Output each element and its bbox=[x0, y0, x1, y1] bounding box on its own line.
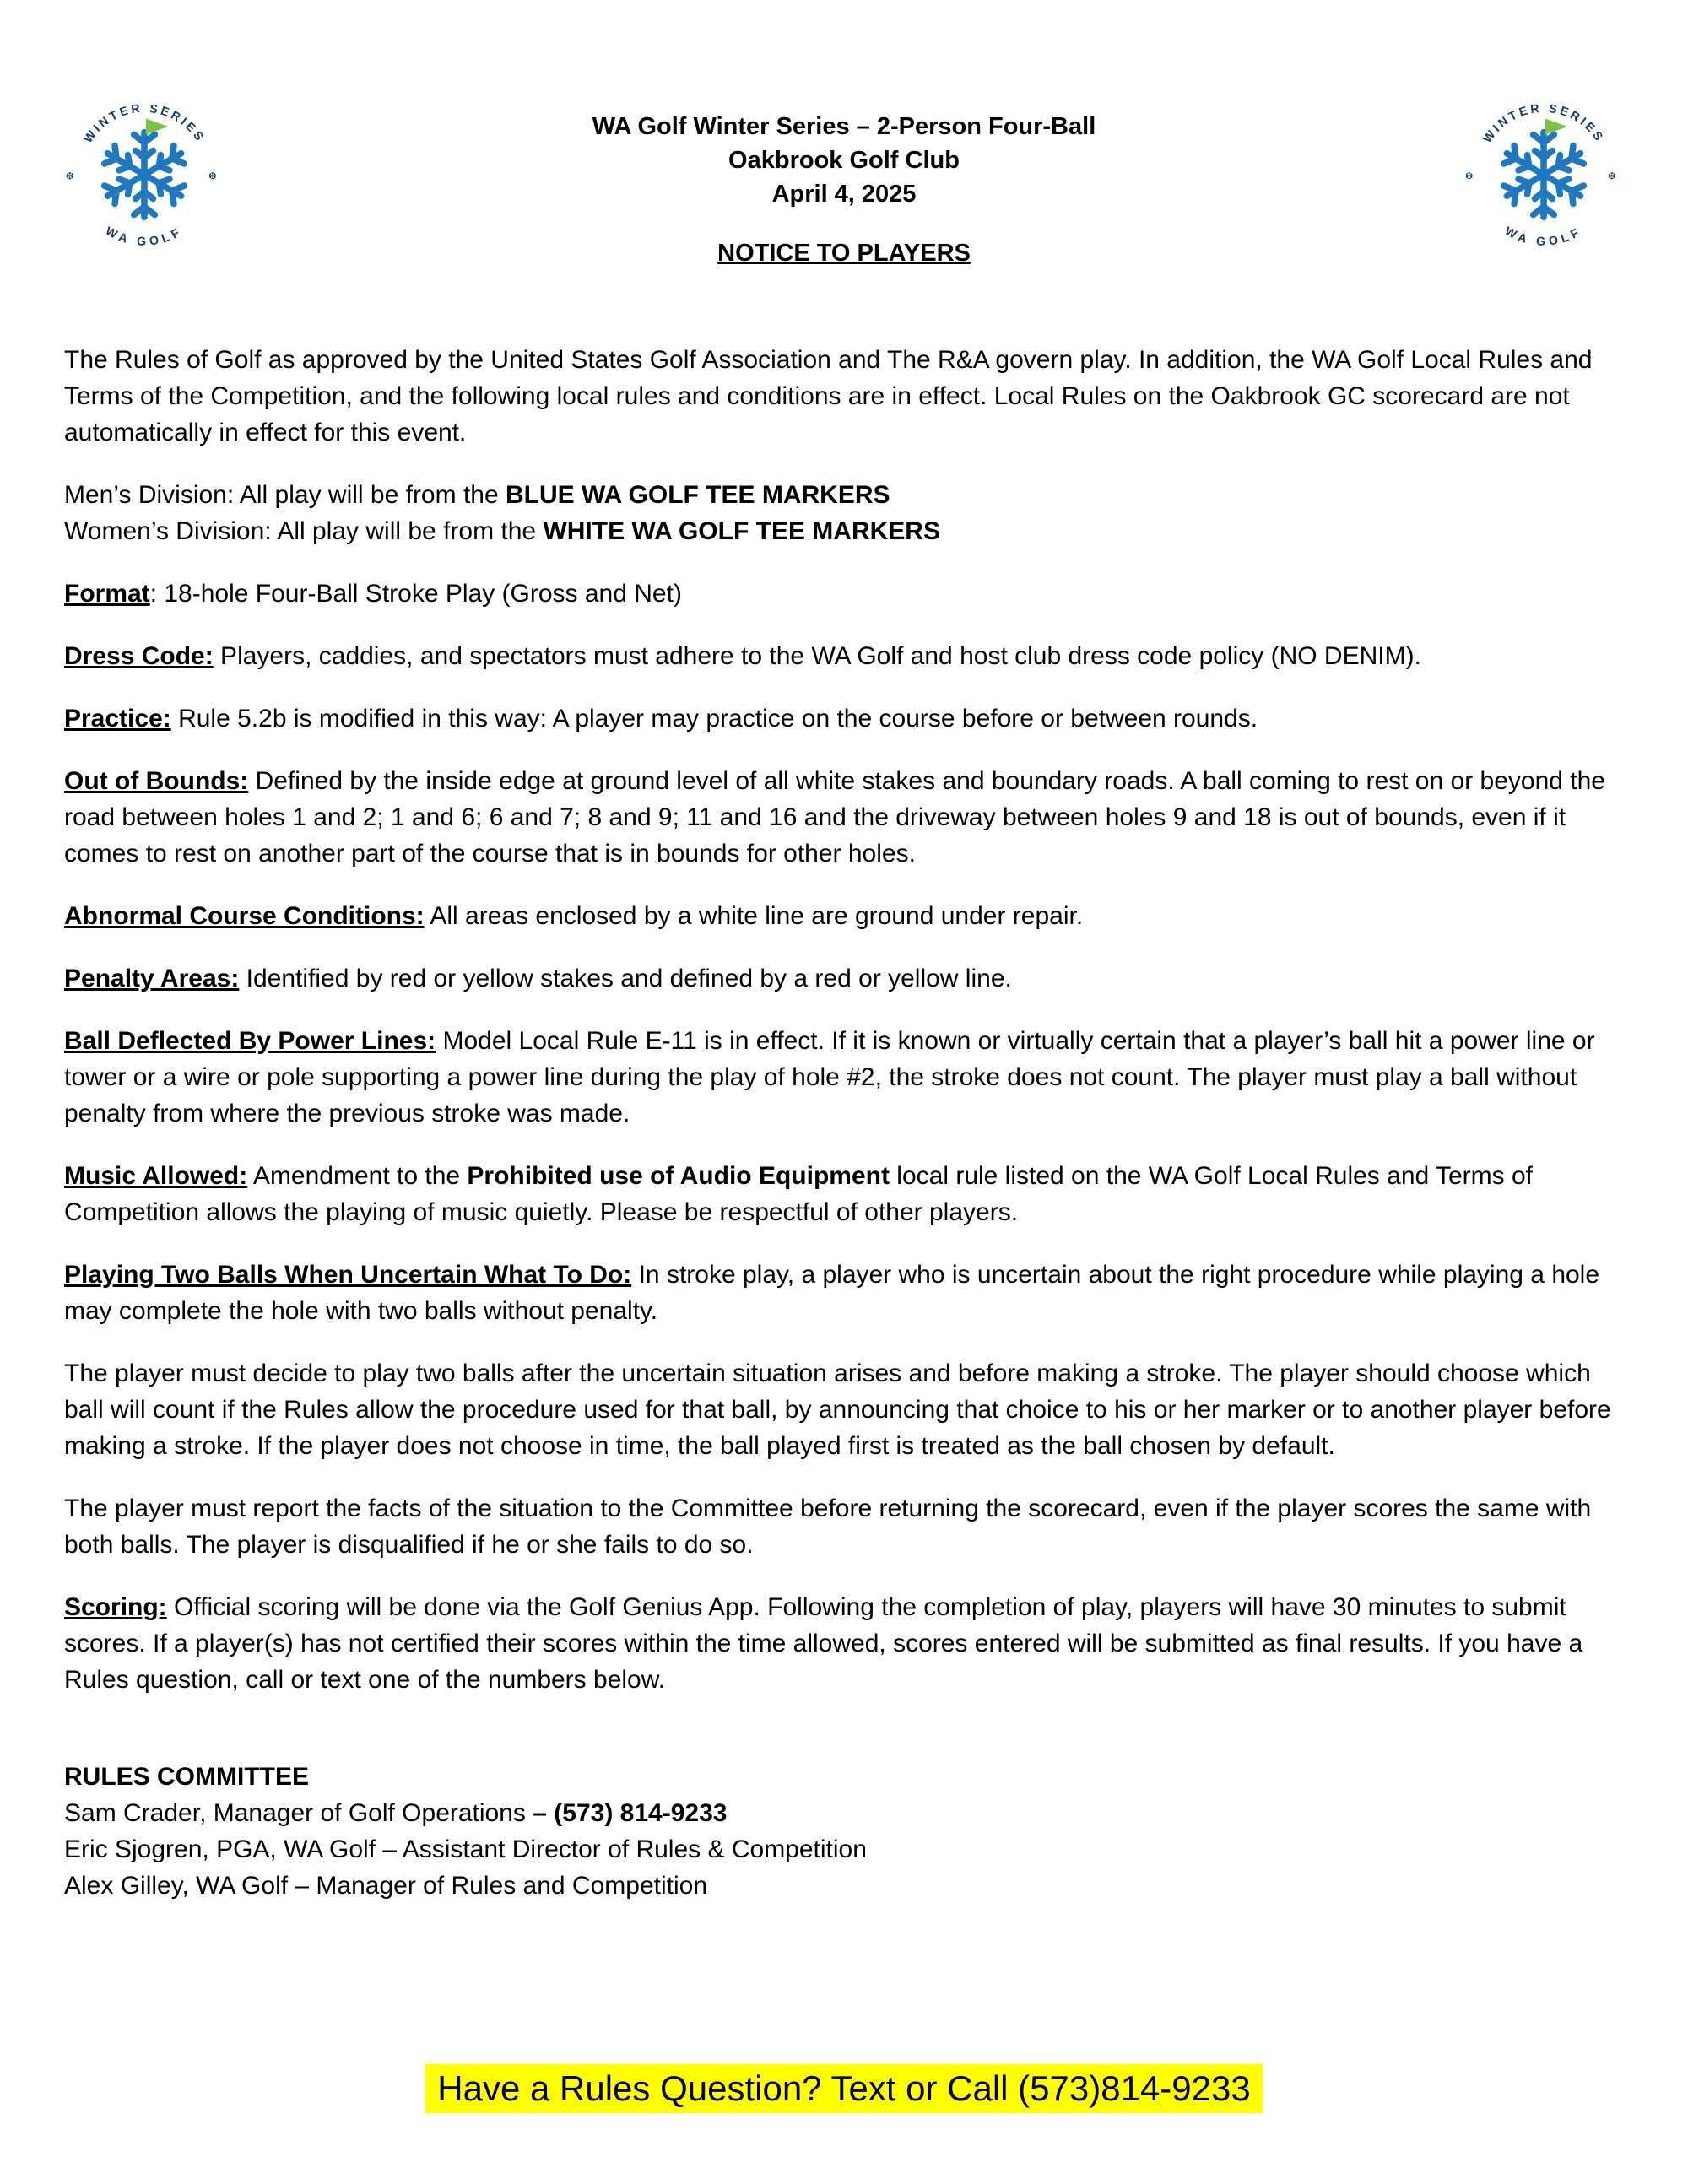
winter-series-logo-left bbox=[64, 95, 225, 255]
mens-tee-markers: BLUE WA GOLF TEE MARKERS bbox=[505, 481, 890, 509]
out-of-bounds-text: Defined by the inside edge at ground level of all white stakes and boundary roads. A ball coming to rest on or beyond the road between holes 1 and 2; 1 and 6; 6 and 7; 8 and 9; 11 and 16 and the driveway between holes 9 and 18 is out of bounds, even if it comes to rest on another part of the course that is in bounds for other holes. bbox=[64, 767, 1605, 868]
two-balls-text: In stroke play, a player who is uncertain about the right procedure while playing a hole may complete the hole with two balls without penalty. bbox=[64, 1261, 1600, 1325]
logo-side-snowflake-right-icon: ❆ bbox=[208, 171, 217, 182]
committee-member-2: Eric Sjogren, PGA, WA Golf – Assistant Director of Rules & Competition bbox=[64, 1835, 867, 1863]
committee-member-1 bbox=[64, 1795, 1624, 1831]
logo-arc-top-text: WINTER SERIES bbox=[81, 101, 208, 146]
committee-member-1-name: Sam Crader, Manager of Golf Operations bbox=[64, 1799, 533, 1827]
divisions-paragraph bbox=[64, 477, 1624, 549]
snowflake-icon bbox=[102, 132, 187, 218]
logo-arc-bottom-text: WA GOLF bbox=[1502, 224, 1585, 249]
event-title: WA Golf Winter Series – 2-Person Four-Ball bbox=[592, 113, 1096, 140]
golf-flag-icon bbox=[1545, 119, 1568, 135]
power-lines-text: Model Local Rule E-11 is in effect. If it is known or virtually certain that a player’s ball hit a power line or tower or a wire or pole supporting a power line during the play of hole #2, the stroke does not count. The player must play a ball without penalty from where the previous stroke was made. bbox=[64, 1027, 1595, 1127]
rules-committee-section bbox=[64, 1759, 1624, 1904]
rules-committee-heading: RULES COMMITTEE bbox=[64, 1763, 309, 1791]
golf-flag-icon bbox=[146, 119, 169, 135]
out-of-bounds-label: Out of Bounds: bbox=[64, 767, 249, 795]
music-allowed-label: Music Allowed: bbox=[64, 1162, 248, 1190]
section-practice bbox=[64, 700, 1624, 737]
document-body bbox=[64, 342, 1624, 1904]
event-venue: Oakbrook Golf Club bbox=[728, 147, 960, 174]
winter-series-logo-right bbox=[1463, 95, 1624, 255]
two-balls-paragraph-2: The player must decide to play two balls after the uncertain situation arises and before making a stroke. The player should choose which ball will count if the Rules allow the procedure used for that ball, by announcing that choice to his or her marker or to another player before making a stroke. If the player does not choose in time, the ball played first is treated as the ball chosen by default. bbox=[64, 1360, 1611, 1460]
section-two-balls bbox=[64, 1257, 1624, 1329]
logo-arc-top-text: WINTER SERIES bbox=[1480, 101, 1607, 146]
section-penalty-areas bbox=[64, 960, 1624, 997]
notice-to-players-heading: NOTICE TO PLAYERS bbox=[717, 240, 971, 267]
scoring-text: Official scoring will be done via the Golf Genius App. Following the completion of play, players will have 30 minutes to submit scores. If a player(s) has not certified their scores within the time allowed, scores entered will be submitted as final results. If you have a Rules question, call or text one of the numbers below. bbox=[64, 1593, 1583, 1694]
section-format bbox=[64, 576, 1624, 612]
abnormal-course-conditions-text: All areas enclosed by a white line are ground under repair. bbox=[424, 902, 1084, 930]
event-date: April 4, 2025 bbox=[771, 181, 917, 208]
mens-division-text: Men’s Division: All play will be from the bbox=[64, 481, 506, 509]
practice-text: Rule 5.2b is modified in this way: A player may practice on the course before or between rounds. bbox=[170, 705, 1258, 733]
committee-member-1-phone: – (573) 814-9233 bbox=[533, 1799, 728, 1827]
logo-arc-bottom-text: WA GOLF bbox=[103, 224, 186, 249]
scoring-label: Scoring: bbox=[64, 1593, 167, 1621]
intro-paragraph: The Rules of Golf as approved by the United States Golf Association and The R&A govern play. In addition, the WA Golf Local Rules and Terms of the Competition, and the following local rules and conditions are in effect. Local Rules on the Oakbrook GC scorecard are not automatically in effect for this event. bbox=[64, 346, 1593, 446]
music-allowed-bold: Prohibited use of Audio Equipment bbox=[467, 1162, 890, 1190]
section-out-of-bounds bbox=[64, 763, 1624, 872]
section-music-allowed bbox=[64, 1158, 1624, 1230]
logo-side-snowflake-left-icon: ❆ bbox=[1464, 171, 1474, 182]
music-allowed-text-1: Amendment to the bbox=[247, 1162, 468, 1190]
logo-side-snowflake-left-icon: ❆ bbox=[65, 171, 74, 182]
practice-label: Practice: bbox=[64, 705, 171, 733]
dress-code-label: Dress Code: bbox=[64, 642, 214, 670]
dress-code-text: Players, caddies, and spectators must adhere to the WA Golf and host club dress code policy (NO DENIM). bbox=[213, 642, 1421, 670]
section-abnormal-course-conditions bbox=[64, 898, 1624, 934]
womens-division-text: Women’s Division: All play will be from the bbox=[64, 517, 544, 545]
power-lines-label: Ball Deflected By Power Lines: bbox=[64, 1027, 436, 1055]
rules-question-banner: Have a Rules Question? Text or Call (573)814-9233 bbox=[425, 2064, 1262, 2113]
snowflake-icon bbox=[1501, 132, 1586, 218]
format-text: : 18-hole Four-Ball Stroke Play (Gross and Net) bbox=[149, 580, 682, 608]
two-balls-paragraph-3: The player must report the facts of the situation to the Committee before returning the scorecard, even if the player scores the same with both balls. The player is disqualified if he or she fails to do so. bbox=[64, 1495, 1592, 1559]
section-power-lines bbox=[64, 1023, 1624, 1132]
two-balls-label: Playing Two Balls When Uncertain What To Do: bbox=[64, 1261, 632, 1289]
footer-banner bbox=[0, 2064, 1688, 2113]
music-allowed-text-2: local rule listed on the WA Golf Local Rules and Terms of Competition allows the playing of music quietly. Please be respectful of other players. bbox=[64, 1162, 1533, 1226]
abnormal-course-conditions-label: Abnormal Course Conditions: bbox=[64, 902, 425, 930]
format-label: Format bbox=[64, 580, 150, 608]
penalty-areas-text: Identified by red or yellow stakes and defined by a red or yellow line. bbox=[239, 965, 1012, 992]
logo-side-snowflake-right-icon: ❆ bbox=[1608, 171, 1616, 182]
womens-tee-markers: WHITE WA GOLF TEE MARKERS bbox=[543, 517, 940, 545]
document-header bbox=[64, 95, 1624, 268]
section-dress-code bbox=[64, 638, 1624, 674]
title-block bbox=[592, 95, 1096, 268]
section-scoring bbox=[64, 1589, 1624, 1698]
penalty-areas-label: Penalty Areas: bbox=[64, 965, 240, 992]
committee-member-3: Alex Gilley, WA Golf – Manager of Rules and Competition bbox=[64, 1872, 708, 1900]
